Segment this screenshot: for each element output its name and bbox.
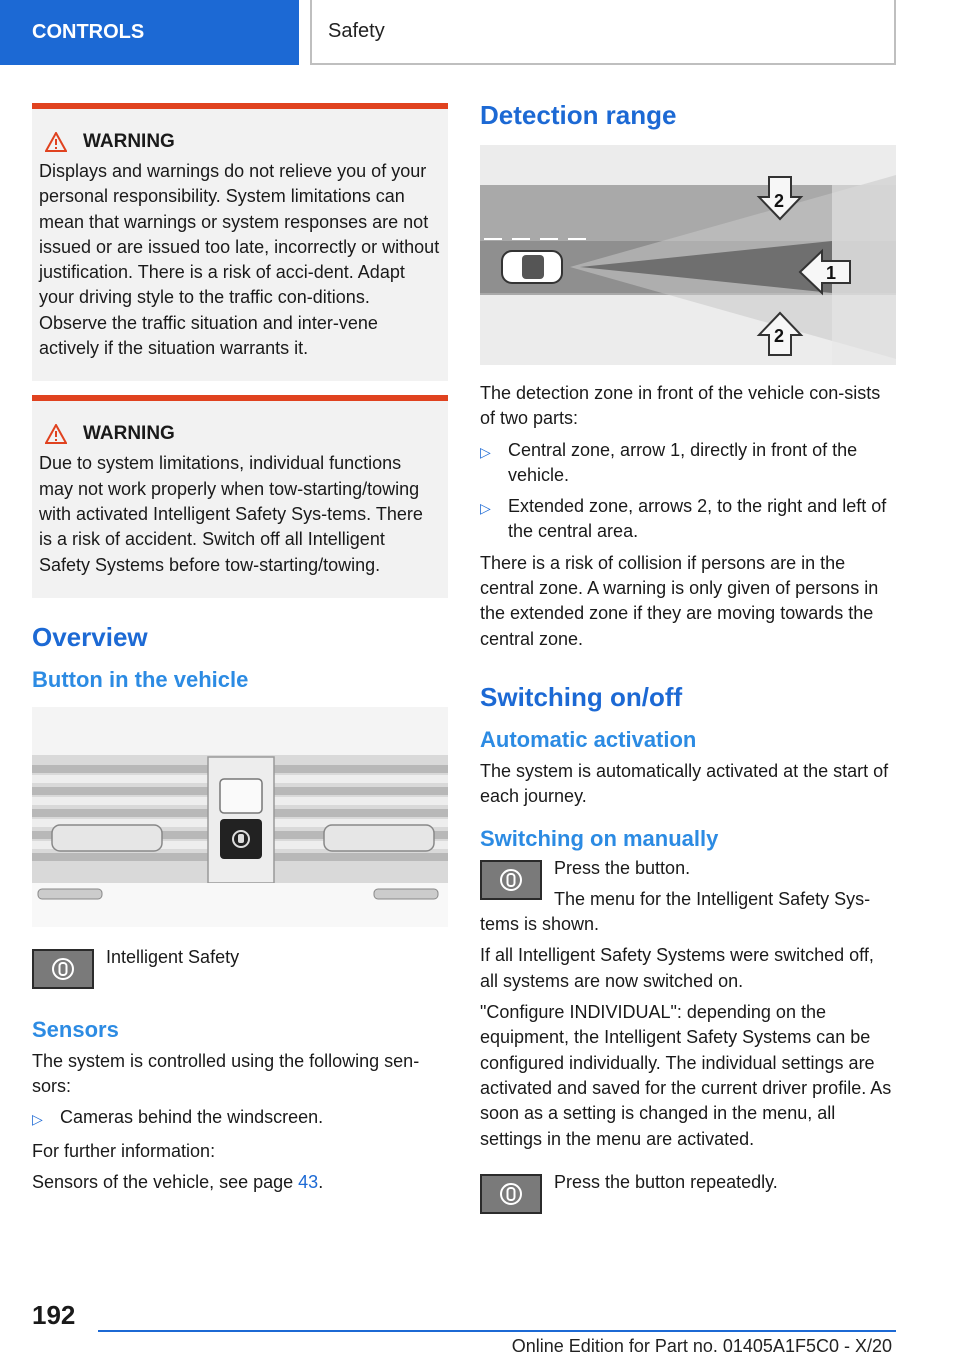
detection-bullet-extended: ▷ Extended zone, arrows 2, to the right and left of the central area. bbox=[480, 494, 896, 545]
right-column bbox=[480, 100, 896, 1214]
detection-bullet-central: ▷ Central zone, arrow 1, directly in front of the vehicle. bbox=[480, 438, 896, 489]
warning-text: Due to system limitations, individual functions may not work properly when tow-starting/towing with activated Intelligent Safety Sys‐tems. There is a risk of accident. Switch off all Intelligent Safety Systems before tow-starting/towing. bbox=[39, 453, 423, 575]
page-link[interactable]: 43 bbox=[298, 1172, 319, 1193]
switching-on-manually-heading: Switching on manually bbox=[480, 825, 719, 851]
sensors-heading: Sensors bbox=[32, 1016, 119, 1042]
warning-title: WARNING bbox=[83, 423, 175, 445]
automatic-activation-heading: Automatic activation bbox=[480, 726, 697, 752]
detection-range-heading: Detection range bbox=[480, 100, 677, 130]
footer-divider bbox=[98, 1330, 896, 1332]
bullet-triangle-icon: ▷ bbox=[480, 443, 491, 460]
warning-title: WARNING bbox=[83, 131, 175, 152]
arrow-2-top-label: 2 bbox=[774, 191, 785, 211]
intelligent-safety-button[interactable] bbox=[32, 949, 94, 989]
warning-box-1 bbox=[32, 103, 448, 381]
button-caption: Intelligent Safety bbox=[106, 946, 240, 967]
detection-intro: The detection zone in front of the vehicle con‐sists of two parts: bbox=[480, 383, 881, 429]
button-in-vehicle-heading: Button in the vehicle bbox=[32, 666, 249, 692]
menu-shown-text-2: tems is shown. bbox=[480, 914, 600, 935]
subsection-header bbox=[310, 0, 896, 65]
detection-risk: There is a risk of collision if persons are in the central zone. A warning is only given of persons in the extended zone if they are moving towards the central zone. bbox=[480, 552, 879, 649]
warning-box-2 bbox=[32, 395, 448, 597]
switching-heading: Switching on/off bbox=[480, 681, 683, 712]
page-number: 192 bbox=[32, 1300, 76, 1330]
intelligent-safety-icon bbox=[51, 957, 75, 981]
sensors-bullet: ▷ Cameras behind the windscreen. bbox=[32, 1105, 448, 1132]
warning-triangle-icon bbox=[45, 424, 67, 444]
intelligent-safety-button[interactable] bbox=[480, 1174, 542, 1214]
subsection-title: Safety bbox=[328, 20, 385, 42]
arrow-1-label: 1 bbox=[826, 263, 837, 283]
press-button-text: Press the button. bbox=[554, 857, 691, 878]
press-repeatedly-text: Press the button repeatedly. bbox=[554, 1171, 778, 1192]
overview-heading: Overview bbox=[32, 621, 148, 652]
menu-shown-text-1: The menu for the Intelligent Safety Sys‐ bbox=[554, 888, 871, 909]
intelligent-safety-icon bbox=[499, 868, 523, 892]
footer-edition: Online Edition for Part no. 01405A1F5C0 - X/20 bbox=[511, 1336, 892, 1356]
further-info: For further information: bbox=[32, 1140, 216, 1161]
warning-text: Displays and warnings do not relieve you of your personal responsibility. System limitations can mean that warnings or system responses are not issued or are issued too late, incorrectly or without justification. There is a risk of acci‐dent. Adapt your driving style to the traffic con‐ditions. Observe the traffic situation and inter‐vene actively if the situation warrants it. bbox=[39, 161, 440, 359]
automatic-activation-text: The system is automatically activated at the start of each journey. bbox=[480, 760, 889, 807]
intelligent-safety-button[interactable] bbox=[480, 860, 542, 900]
console-button-photo bbox=[32, 707, 448, 927]
section-tab bbox=[0, 0, 299, 65]
warning-triangle-icon bbox=[45, 132, 67, 152]
intelligent-safety-icon bbox=[499, 1182, 523, 1206]
sensors-reference: Sensors of the vehicle, see page 43. bbox=[32, 1172, 324, 1193]
left-column bbox=[32, 103, 448, 1201]
arrow-2-bottom-label: 2 bbox=[774, 326, 785, 346]
bullet-triangle-icon: ▷ bbox=[32, 1111, 43, 1128]
configure-text: "Configure INDIVIDUAL": depending on the equipment, the Intelligent Safety Systems can be configured individually. The individual settings are activated and saved for the current driver profile. As soon as a setting is changed in the menu, all settings in the menu are activated. bbox=[480, 1002, 892, 1149]
section-title: CONTROLS bbox=[32, 21, 145, 43]
sensors-text: The system is controlled using the following sen‐sors: bbox=[32, 1050, 420, 1097]
detection-range-diagram bbox=[480, 145, 896, 365]
all-off-text: If all Intelligent Safety Systems were switched off, all systems are now switched on. bbox=[480, 945, 874, 991]
bullet-triangle-icon: ▷ bbox=[480, 500, 491, 517]
